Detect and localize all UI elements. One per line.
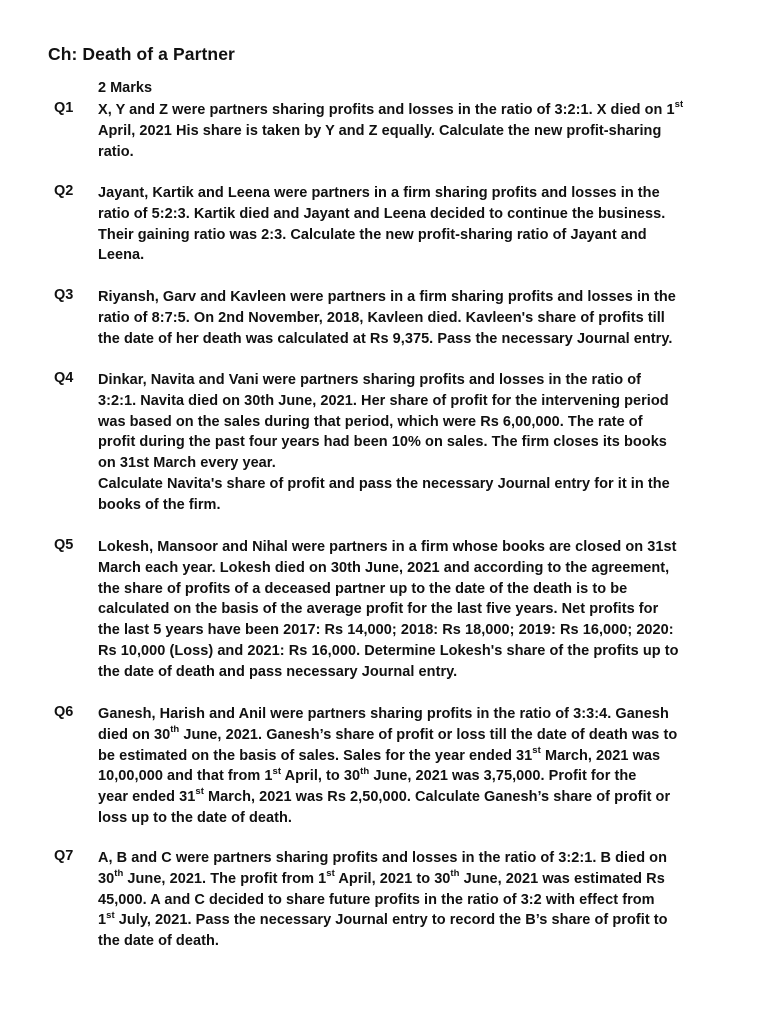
text-run: the last 5 years have been 2017: Rs 14,000; 2018: Rs 18,000; 2019: Rs 16,000; 2020: [98,622,674,639]
text-run: profit during the past four years had been 10% on sales. The firm closes its books [98,434,667,451]
text-run: Rs 10,000 (Loss) and 2021: Rs 16,000. Determine Lokesh's share of the profits up to [98,642,679,659]
question-text [98,370,716,516]
text-run: 30 [98,870,115,887]
text-run: Calculate Navita's share of profit and pass the necessary Journal entry for it in the [98,475,670,492]
text-run: Dinkar, Navita and Vani were partners sharing profits and losses in the ratio of [98,372,642,388]
question-text-line [98,641,716,662]
question-text [98,183,716,266]
ordinal-superscript: th [450,867,460,879]
text-run: 10,00,000 and that from 1 [98,768,273,785]
question-text-line [98,890,716,911]
question-text-line [98,848,716,869]
text-run: be estimated on the basis of sales. Sales for the year ended 31 [98,747,533,764]
question-text-line [98,474,716,495]
text-run: Jayant, Kartik and Leena were partners in a firm sharing profits and losses in the [98,185,660,201]
question-text-line [98,204,716,225]
ordinal-superscript: st [326,867,335,879]
ordinal-superscript: st [106,909,115,921]
question-text-line [98,579,716,600]
text-run: was based on the sales during that period, which were Rs 6,00,000. The rate of [98,413,643,430]
question-number: Q1 [54,100,74,116]
question-text-line [98,746,716,767]
ordinal-superscript: st [272,765,282,777]
question-text-line [98,495,716,516]
question-text-line [98,869,716,890]
question-text-line [98,121,716,142]
question-number: Q4 [54,370,74,386]
text-run: June, 2021 was estimated Rs [459,870,665,887]
text-run: the date of death. [98,933,219,950]
text-run: ratio of 5:2:3. Kartik died and Jayant and Leena decided to continue the business. [98,205,666,222]
text-run: March, 2021 was [540,747,661,764]
question-text-line [98,808,716,829]
question-text-line [98,787,716,808]
text-run: June, 2021. The profit from 1 [123,870,327,887]
ordinal-superscript: th [114,867,124,879]
text-run: June, 2021. Ganesh’s share of profit or loss till the date of death was to [179,726,678,743]
ordinal-superscript: th [360,765,370,777]
text-run: ratio. [98,143,134,160]
question-text [98,848,716,952]
question-number: Q5 [54,537,74,553]
text-run: Lokesh, Mansoor and Nihal were partners in a firm whose books are closed on 31st [98,539,677,555]
question-text-line [98,225,716,246]
question-text [98,287,716,349]
question-text-line [98,453,716,474]
text-run: X, Y and Z were partners sharing profits and losses in the ratio of 3:2:1. X died on 1 [98,102,675,118]
question-text [98,537,716,683]
ordinal-superscript: st [532,744,541,756]
question-text-line [98,620,716,641]
text-run: the date of her death was calculated at Rs 9,375. Pass the necessary Journal entry. [98,330,673,347]
question-text-line [98,931,716,952]
text-run: March each year. Lokesh died on 30th June, 2021 and according to the agreement, [98,559,670,576]
text-run: A, B and C were partners sharing profits and losses in the ratio of 3:2:1. B died on [98,850,667,866]
question-number: Q3 [54,287,74,303]
text-run: 3:2:1. Navita died on 30th June, 2021. Her share of profit for the intervening period [98,392,669,409]
question-text-line [98,599,716,620]
text-run: ratio of 8:7:5. On 2nd November, 2018, Kavleen died. Kavleen's share of profits till [98,309,665,326]
question-text-line [98,662,716,683]
question-number: Q6 [54,704,74,720]
ordinal-superscript: st [195,786,204,798]
question-text-line [98,391,716,412]
text-run: June, 2021 was 3,75,000. Profit for the [369,768,637,785]
marks-heading: 2 Marks [98,80,153,96]
text-run: 45,000. A and C decided to share future profits in the ratio of 3:2 with effect from [98,891,655,908]
text-run: the share of profits of a deceased partner up to the date of the death is to be [98,580,628,597]
text-run: year ended 31 [98,789,196,806]
question-text-line [98,704,716,725]
question-text-line [98,537,716,558]
question-text-line [98,308,716,329]
text-run: on 31st March every year. [98,455,276,472]
text-run: died on 30 [98,726,171,743]
question-text-line [98,329,716,350]
question-text-line [98,287,716,308]
question-text-line [98,100,716,121]
text-run: loss up to the date of death. [98,809,292,826]
text-run: Leena. [98,247,145,264]
question-number: Q2 [54,183,74,199]
text-run: books of the firm. [98,496,221,513]
question-text [98,704,716,829]
question-text-line [98,725,716,746]
text-run: July, 2021. Pass the necessary Journal entry to record the B’s share of profit to [114,912,668,929]
question-text-line [98,142,716,163]
ordinal-superscript: th [170,723,180,735]
question-text-line [98,412,716,433]
question-text-line [98,183,716,204]
ordinal-superscript: st [674,99,684,111]
text-run: April, 2021 His share is taken by Y and Z equally. Calculate the new profit-sharing [98,122,662,139]
question-text-line [98,558,716,579]
question-text-line [98,432,716,453]
text-run: the date of death and pass necessary Journal entry. [98,663,458,680]
question-text-line [98,370,716,391]
text-run: April, to 30 [281,768,361,785]
text-run: Their gaining ratio was 2:3. Calculate the new profit-sharing ratio of Jayant and [98,226,647,243]
text-run: calculated on the basis of the average profit for the last five years. Net profits for [98,601,659,618]
text-run: Ganesh, Harish and Anil were partners sharing profits in the ratio of 3:3:4. Ganesh [98,706,669,722]
chapter-title: Ch: Death of a Partner [48,44,235,64]
text-run: Riyansh, Garv and Kavleen were partners in a firm sharing profits and losses in the [98,289,676,305]
text-run: 1 [98,912,107,929]
question-text-line [98,245,716,266]
text-run: March, 2021 was Rs 2,50,000. Calculate Ganesh’s share of profit or [203,789,671,806]
question-text-line [98,766,716,787]
question-text [98,100,716,162]
question-text-line [98,910,716,931]
text-run: April, 2021 to 30 [334,870,451,887]
question-number: Q7 [54,848,74,864]
